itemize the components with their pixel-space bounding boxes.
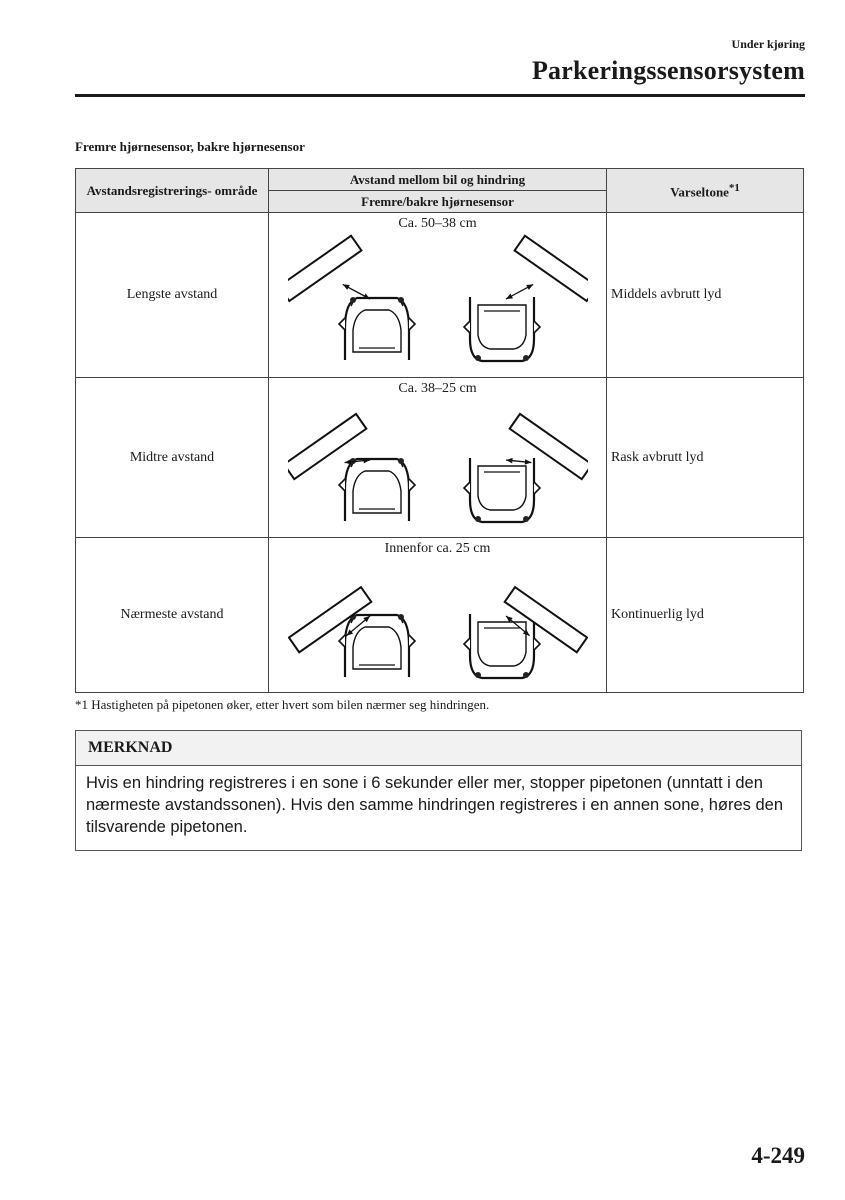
tone-cell: Rask avbrutt lyd	[607, 378, 804, 538]
car-mirror	[409, 318, 415, 330]
sensor-diagram	[288, 558, 588, 690]
obstacle-rect	[514, 236, 587, 301]
car-front	[339, 297, 415, 360]
sensor-dot	[398, 458, 404, 464]
car-body	[345, 615, 409, 677]
zone-cell: Midtre avstand	[76, 378, 269, 538]
car-front	[339, 458, 415, 521]
tone-cell: Kontinuerlig lyd	[607, 538, 804, 693]
title-rule	[75, 94, 805, 97]
car-body	[345, 298, 409, 360]
distance-cell	[269, 538, 607, 693]
note-title: MERKNAD	[76, 731, 801, 766]
tone-cell: Middels avbrutt lyd	[607, 213, 804, 378]
table-caption: Fremre hjørnesensor, bakre hjørnesensor	[75, 139, 305, 154]
car-body	[470, 297, 534, 361]
car-rear	[464, 458, 540, 522]
distance-label: Innenfor ca. 25 cm	[384, 541, 491, 556]
car-rear	[464, 297, 540, 361]
sensor-dot	[475, 355, 481, 361]
page-number: 4-249	[751, 1143, 805, 1168]
car-body	[470, 458, 534, 522]
distance-label: Ca. 38–25 cm	[398, 381, 477, 396]
sensor-diagram	[288, 233, 588, 373]
distance-cell	[269, 378, 607, 538]
header-zone: Avstandsregistrerings- område	[76, 169, 269, 213]
header-distance-group: Avstand mellom bil og hindring	[269, 169, 607, 191]
car-front	[339, 614, 415, 677]
note-box	[75, 730, 802, 851]
sensor-table	[75, 168, 804, 693]
car-mirror	[534, 321, 540, 333]
car-mirror	[464, 482, 470, 494]
sensor-dot	[398, 297, 404, 303]
distance-label: Ca. 50–38 cm	[398, 216, 477, 231]
sensor-dot	[475, 516, 481, 522]
obstacle-board	[288, 236, 361, 301]
sensor-dot	[350, 297, 356, 303]
sensor-dot	[523, 516, 529, 522]
table-row	[76, 378, 804, 538]
zone-cell: Nærmeste avstand	[76, 538, 269, 693]
obstacle-rect	[288, 236, 361, 301]
car-mirror	[409, 635, 415, 647]
sensor-dot	[475, 672, 481, 678]
sensor-dot	[398, 614, 404, 620]
car-mirror	[534, 638, 540, 650]
header-distance-sub: Fremre/bakre hjørnesensor	[269, 191, 607, 213]
table-row	[76, 213, 804, 378]
sensor-dot	[523, 672, 529, 678]
header-tone-footnote-mark: *1	[728, 182, 740, 195]
car-mirror	[409, 479, 415, 491]
header-tone	[607, 169, 804, 213]
car-mirror	[534, 482, 540, 494]
car-mirror	[339, 635, 345, 647]
sensor-diagram	[288, 398, 588, 534]
car-body	[470, 614, 534, 678]
zone-cell: Lengste avstand	[76, 213, 269, 378]
header-tone-label: Varseltone	[670, 184, 729, 200]
car-mirror	[464, 638, 470, 650]
car-body	[345, 459, 409, 521]
footnote: *1 Hastigheten på pipetonen øker, etter hvert som bilen nærmer seg hindringen.	[75, 697, 490, 712]
note-body: Hvis en hindring registreres i en sone i 6 sekunder eller mer, stopper pipetonen (unntatt i den nærmeste avstandssonen). Hvis den samme hindringen registreres i en annen sone, høres den tilsvarende pipetonen.	[86, 774, 784, 836]
car-rear	[464, 614, 540, 678]
car-mirror	[339, 318, 345, 330]
obstacle-board	[514, 236, 587, 301]
table-row	[76, 538, 804, 693]
distance-cell	[269, 213, 607, 378]
car-mirror	[464, 321, 470, 333]
sensor-dot	[523, 355, 529, 361]
section-label: Under kjøring	[731, 37, 805, 51]
page-title: Parkeringssensorsystem	[531, 56, 805, 85]
car-mirror	[339, 479, 345, 491]
